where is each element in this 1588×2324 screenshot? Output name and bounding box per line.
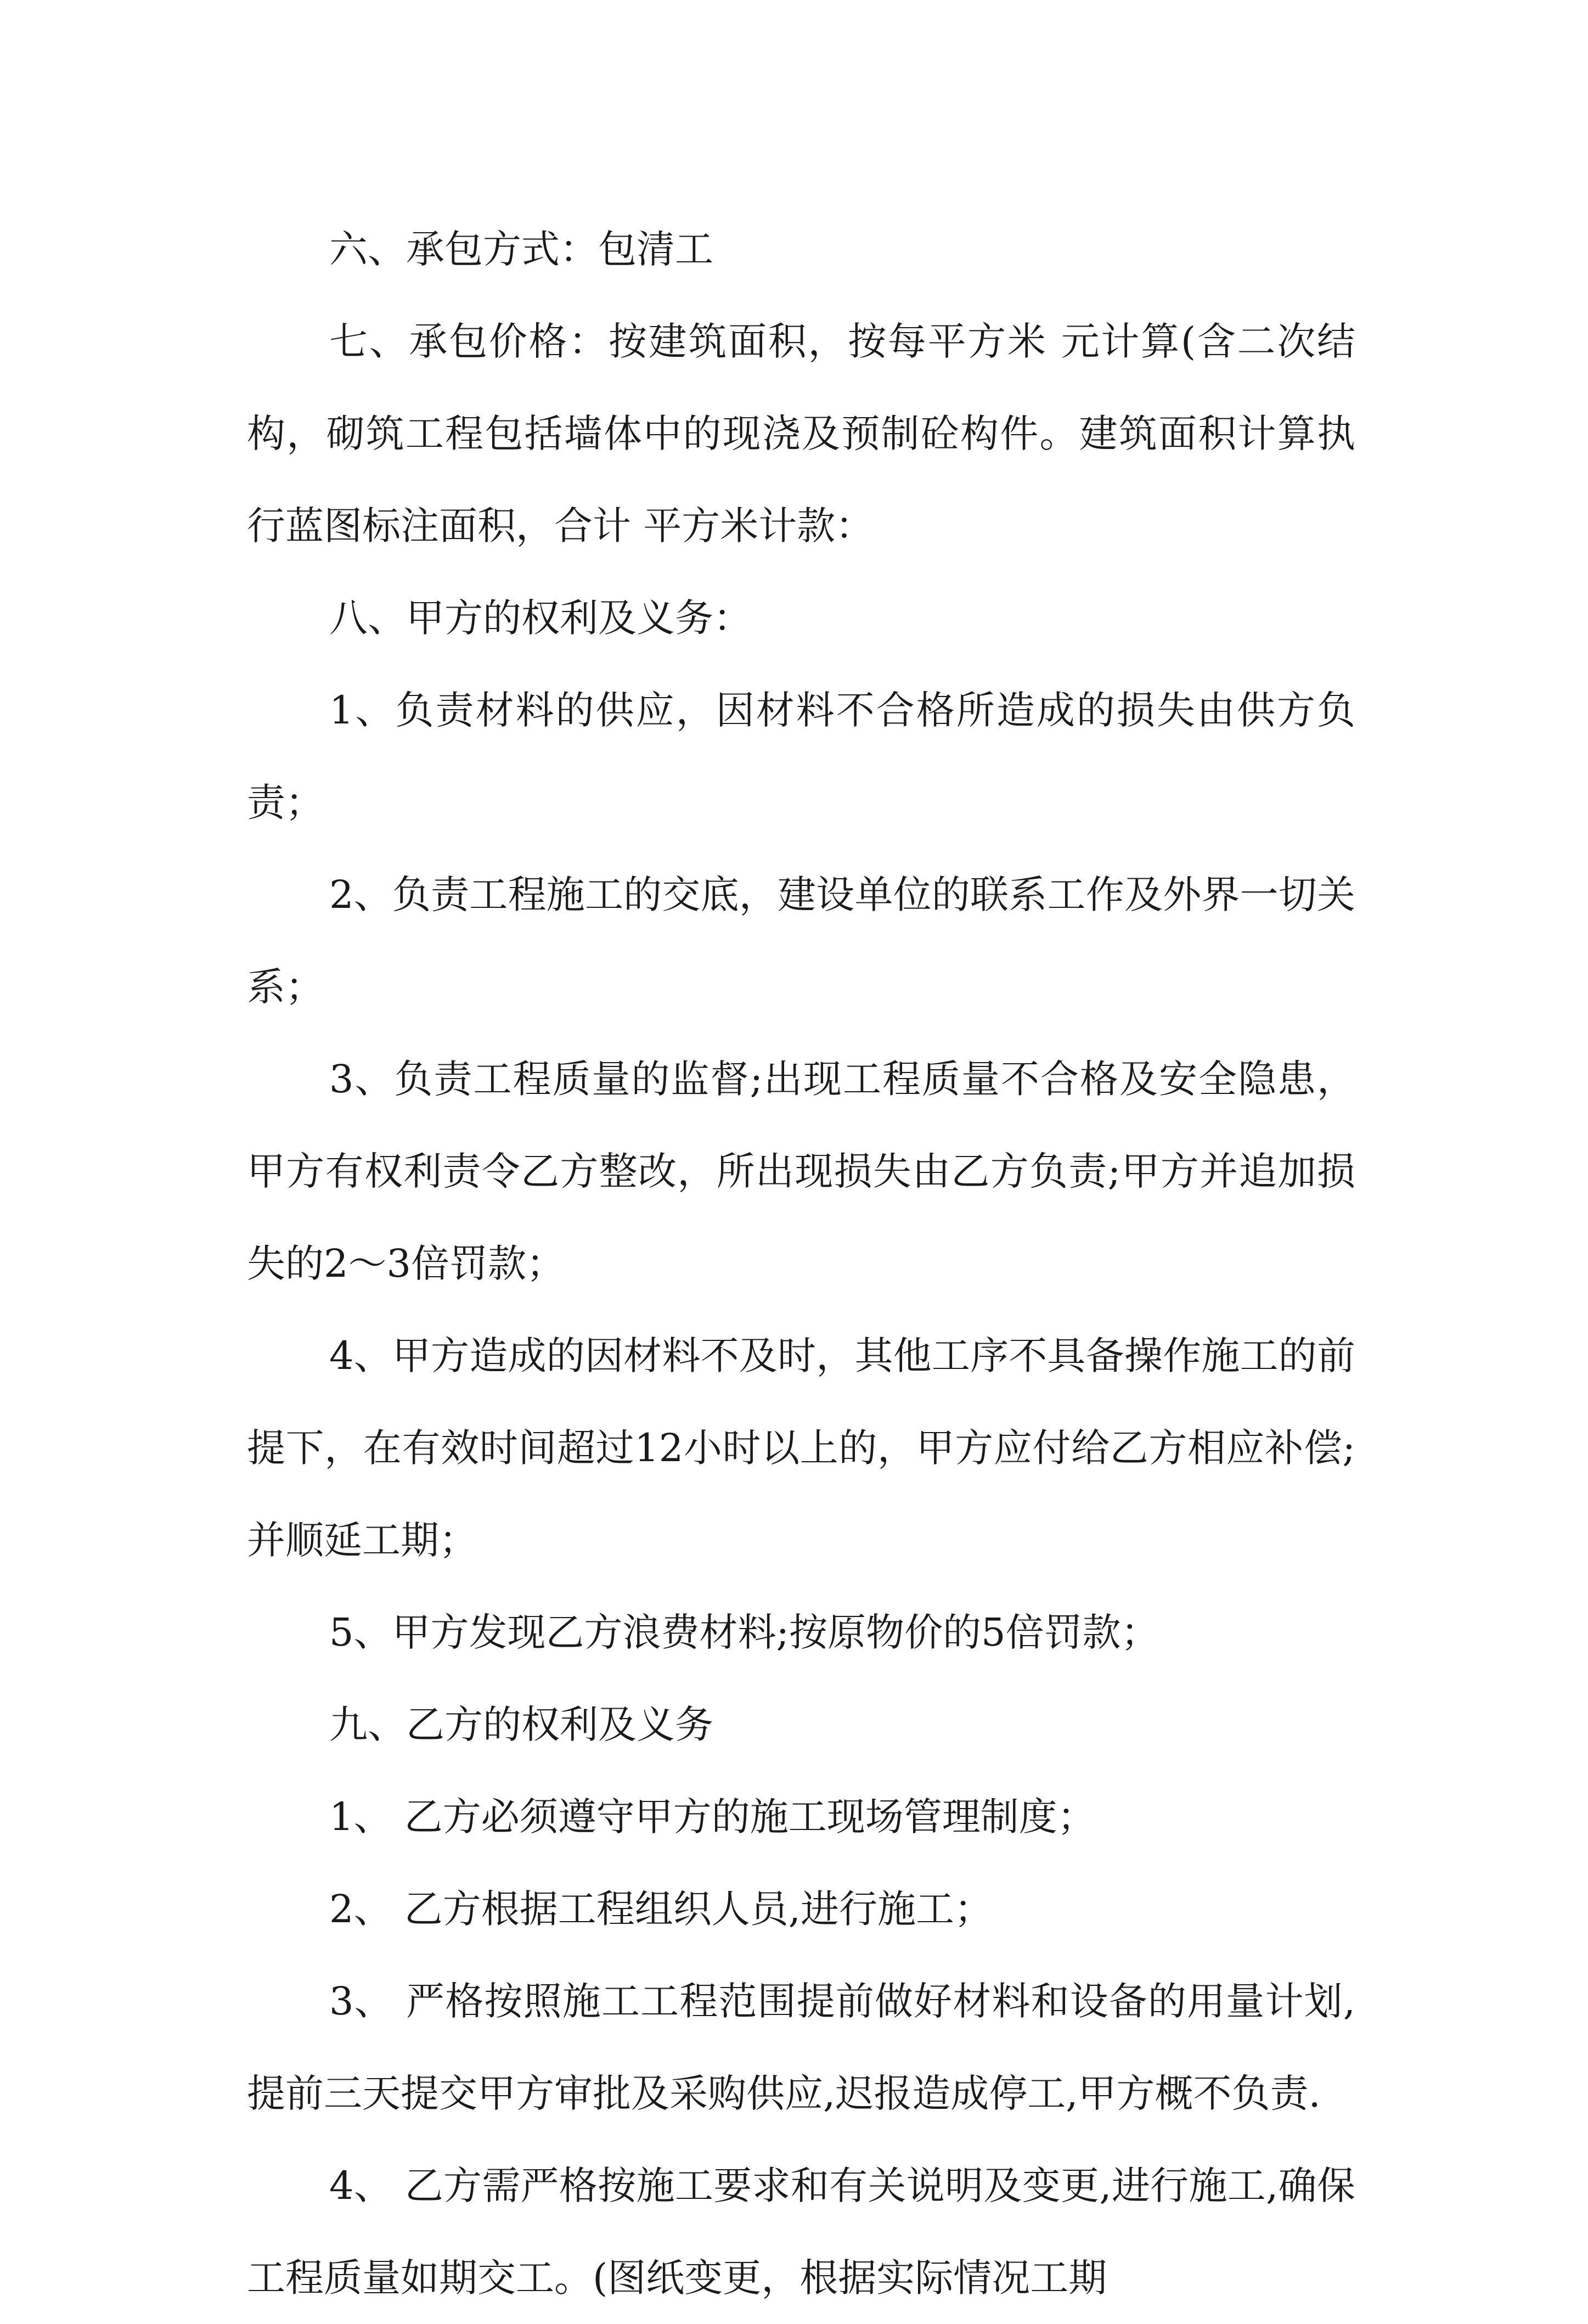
paragraph-party-a-item-3: 3、负责工程质量的监督;出现工程质量不合格及安全隐患，甲方有权利责令乙方整改，所出现损失由乙方负责;甲方并追加损失的2～3倍罚款； bbox=[247, 1057, 1355, 1286]
document-body bbox=[247, 203, 1355, 2324]
paragraph-contract-price: 七、承包价格：按建筑面积，按每平方米 元计算(含二次结构，砌筑工程包括墙体中的现浇及预制砼构件。建筑面积计算执行蓝图标注面积，合计 平方米计款： bbox=[247, 319, 1355, 548]
paragraph-party-b-item-1: 1、 乙方必须遵守甲方的施工现场管理制度； bbox=[329, 1794, 1096, 1839]
paragraph-party-a-heading: 八、甲方的权利及义务： bbox=[329, 596, 752, 641]
paragraph-contract-method: 六、承包方式：包清工 bbox=[329, 227, 713, 272]
paragraph-party-b-item-4: 4、 乙方需严格按施工要求和有关说明及变更,进行施工,确保工程质量如期交工。(图纸变更，根据实际情况工期 bbox=[247, 2163, 1355, 2300]
paragraph-party-a-item-5: 5、甲方发现乙方浪费材料;按原物价的5倍罚款； bbox=[329, 1610, 1159, 1655]
paragraph-party-b-heading: 九、乙方的权利及义务 bbox=[329, 1702, 713, 1747]
paragraph-party-a-item-1: 1、负责材料的供应，因材料不合格所造成的损失由供方负责； bbox=[247, 688, 1355, 825]
paragraph-party-b-item-3: 3、 严格按照施工工程范围提前做好材料和设备的用量计划,提前三天提交甲方审批及采购供应,迟报造成停工,甲方概不负责. bbox=[247, 1979, 1355, 2116]
paragraph-party-a-item-4: 4、甲方造成的因材料不及时，其他工序不具备操作施工的前提下，在有效时间超过12小时以上的，甲方应付给乙方相应补偿;并顺延工期； bbox=[247, 1333, 1355, 1563]
paragraph-party-b-item-2: 2、 乙方根据工程组织人员,进行施工； bbox=[329, 1887, 993, 1932]
paragraph-party-a-item-2: 2、负责工程施工的交底，建设单位的联系工作及外界一切关系； bbox=[247, 872, 1355, 1009]
